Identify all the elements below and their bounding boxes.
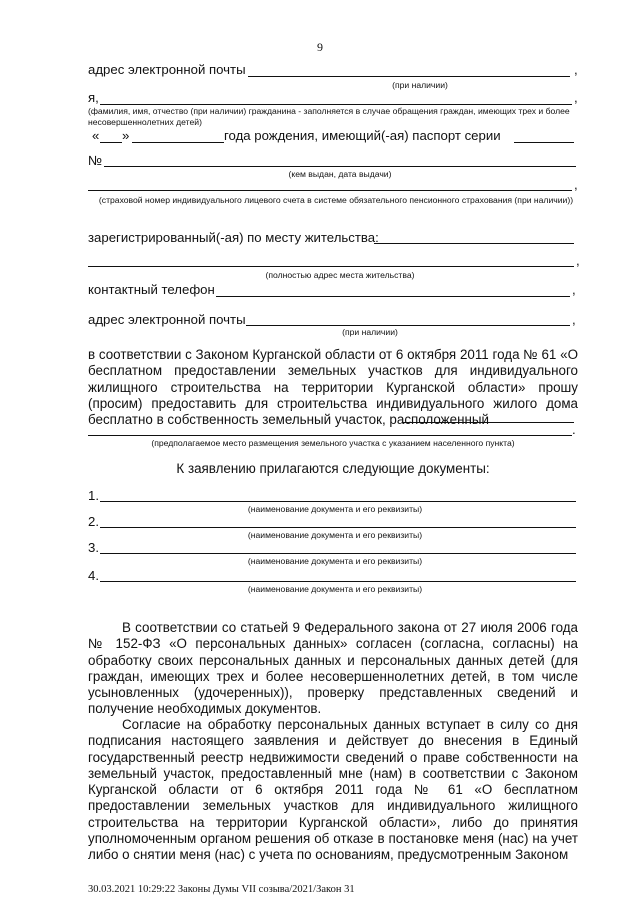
doc-1-field-line [100,501,576,502]
email-label-2: адрес электронной почты [88,312,246,327]
location-field-line-2 [88,435,572,436]
registered-field-line [374,243,574,244]
phone-label: контактный телефон [88,282,215,297]
location-field-line-1 [402,422,574,423]
docs-heading: К заявлению прилагаются следующие документы: [176,461,490,476]
snils-comma: , [574,177,578,192]
day-field-line [100,142,122,143]
consent-paragraph-1: В соответствии со статьей 9 Федерального закона от 27 июля 2006 года № 152-ФЗ «О персональных данных» согласен (согласна, согласны) на обработку своих персональных данных и персональных данных детей (для граждан, имеющих трех и более несовершеннолетних детей, в том числе усыновленных (удочеренных)), проверку представленных сведений и получение необходимых документов. [88,620,578,717]
doc-3-caption: (наименование документа и его реквизиты) [247,556,423,566]
phone-comma: , [572,282,576,297]
address-caption: (полностью адрес места жительства) [265,270,415,280]
email-field-line [248,76,570,77]
doc-2-number: 2. [88,514,99,529]
email-comma-2: , [572,312,576,327]
fio-comma: , [574,90,578,105]
date-open-quote: « [92,128,100,143]
doc-2-caption: (наименование документа и его реквизиты) [247,530,423,540]
email-comma: , [574,62,578,77]
email-caption-2: (при наличии) [342,327,398,337]
phone-field-line [216,296,570,297]
fio-field-line [100,104,572,105]
email-field-line-2 [246,325,570,326]
address-field-line [88,266,574,267]
location-caption: (предполагаемое место размещения земельного участка с указанием населенного пункта) [151,438,515,448]
number-label: № [88,153,103,168]
doc-3-field-line [100,553,576,554]
passport-series-line [514,142,574,143]
law-paragraph: в соответствии с Законом Курганской области от 6 октября 2011 года № 61 «О бесплатном предоставлении земельных участков для индивидуального жилищного строительства на территории Курганской области» прошу (просим) предоставить для строительства индивидуального жилого дома бесплатно в собственность земельный участок, расположенный [88,347,578,428]
issued-caption: (кем выдан, дата выдачи) [288,169,392,179]
page-number: 9 [317,40,323,54]
consent-paragraph-2: Согласие на обработку персональных данных вступает в силу со дня подписания настоящего заявления и действует до внесения в Единый государственный реестр недвижимости сведений о праве собственности на земельный участок, предоставленный мне (нам) в соответствии с Законом Курганской области от 6 октября 2011 года № 61 «О бесплатном предоставлении земельных участков для индивидуального жилищного строительства на территории Курганской области», либо до принятия уполномоченным органом решения об отказе в постановке меня (нас) на учет либо о снятии меня (нас) с учета по основаниям, предусмотренным Законом [88,717,578,863]
doc-4-number: 4. [88,568,99,583]
doc-1-caption: (наименование документа и его реквизиты) [247,504,423,514]
month-year-field-line [132,142,224,143]
address-comma: , [576,253,580,268]
snils-caption: (страховой номер индивидуального лицевого счета в системе обязательного пенсионного страхования (при наличии)) [98,195,574,205]
doc-4-caption: (наименование документа и его реквизиты) [247,584,423,594]
email-row-1 [88,62,578,77]
doc-3-number: 3. [88,540,99,555]
doc-1-number: 1. [88,488,99,503]
email-caption: (при наличии) [392,80,448,90]
location-dot: . [572,422,576,437]
date-close-quote: » [122,128,130,143]
passport-number-line [104,166,576,167]
ya-label: я, [88,90,99,105]
snils-field-line [88,190,572,191]
doc-2-field-line [100,527,576,528]
email-label: адрес электронной почты [88,62,246,77]
registered-label: зарегистрированный(-ая) по месту жительства: [88,230,379,245]
fio-caption: (фамилия, имя, отчество (при наличии) гражданина - заполняется в случае обращения граждан, имеющих трех и более несовершеннолетних детей) [88,106,570,127]
footer-stamp: 30.03.2021 10:29:22 Законы Думы VII созыва/2021/Закон 31 [88,884,355,895]
doc-4-field-line [100,581,576,582]
birth-text: года рождения, имеющий(-ая) паспорт серии [224,128,501,143]
